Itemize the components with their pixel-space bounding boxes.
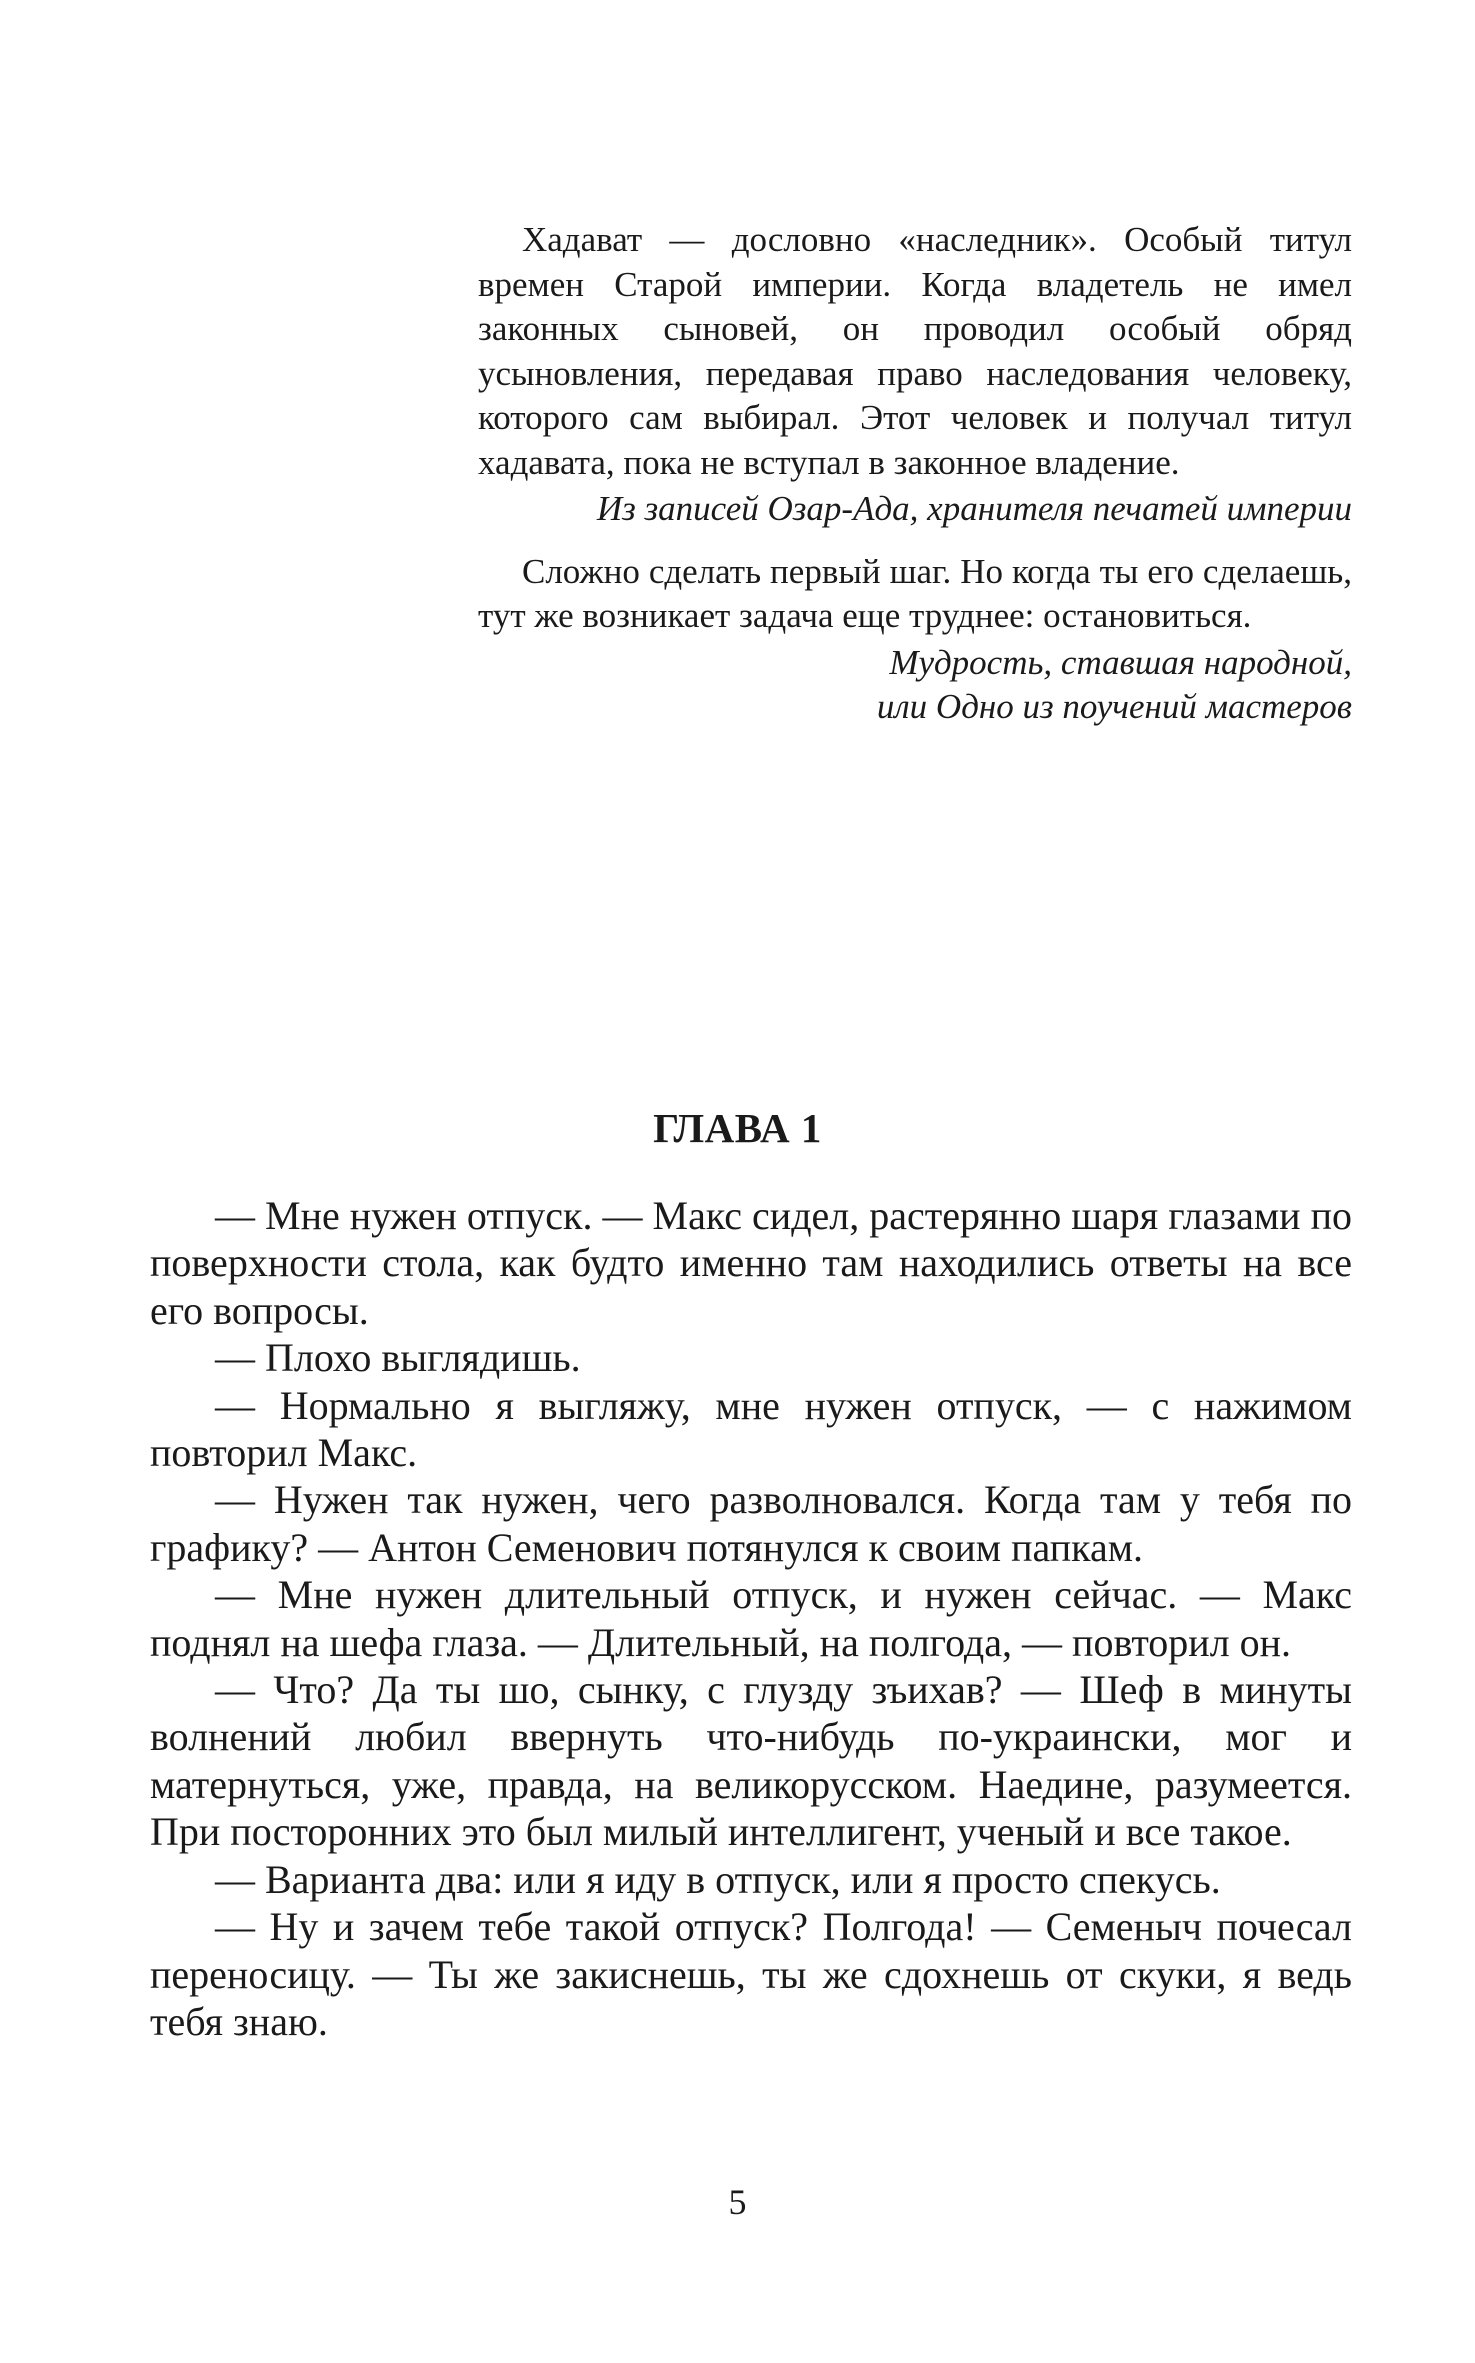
paragraph: — Нужен так нужен, чего разволновался. Когда там у тебя по графику? — Антон Семенович потянулся к своим папкам. — [150, 1477, 1352, 1570]
paragraph: — Плохо выглядишь. — [215, 1335, 581, 1381]
chapter-title: ГЛАВА 1 — [653, 1105, 822, 1151]
epigraph-1-source — [478, 487, 1352, 532]
epigraph-1-source-line: Из записей Озар-Ада, хранителя печатей империи — [596, 489, 1352, 528]
paragraph: — Ну и зачем тебе такой отпуск? Полгода! — Семеныч почесал переносицу. — Ты же закиснешь, ты же сдохнешь от скуки, я ведь тебя знаю. — [150, 1904, 1352, 2044]
epigraph-1-text: Хадават — дословно «наследник». Особый титул времен Старой империи. Когда владетель не имел законных сыновей, он проводил особый обряд усыновления, передавая право наследования человеку, которого сам выбирал. Этот человек и получал титул хадавата, пока не вступал в законное владение. — [478, 220, 1352, 482]
paragraph: — Мне нужен длительный отпуск, и нужен сейчас. — Макс поднял на шефа глаза. — Длительный, на полгода, — повторил он. — [150, 1572, 1352, 1665]
paragraph: — Мне нужен отпуск. — Макс сидел, растерянно шаря глазами по поверхности стола, как будто именно там находились ответы на все его вопросы. — [150, 1193, 1352, 1333]
paragraph: — Что? Да ты шо, сынку, с глузду зъихав? — Шеф в минуты волнений любил ввернуть что-нибудь по-украински, мог и матернуться, уже, правда, на великорусском. Наедине, разумеется. При посторонних это был милый интеллигент, ученый и все такое. — [150, 1667, 1352, 1855]
epigraph-2-source-line-1: Мудрость, ставшая народной, — [889, 642, 1352, 682]
paragraph: — Варианта два: или я иду в отпуск, или я просто спекусь. — [215, 1856, 1221, 1902]
epigraph-2-source-line-2: или Одно из поучений мастеров — [876, 687, 1352, 726]
paragraph: — Нормально я выгляжу, мне нужен отпуск, — с нажимом повторил Макс. — [150, 1382, 1352, 1476]
chapter-body — [150, 1192, 1352, 2045]
epigraph-spacer — [478, 532, 1352, 550]
epigraph-2-source — [478, 641, 1352, 730]
epigraph-2-text: Сложно сделать первый шаг. Но когда ты его сделаешь, тут же возникает задача еще труднее: остановиться. — [478, 551, 1352, 635]
page-number: 5 — [728, 2182, 747, 2222]
epigraphs — [478, 218, 1352, 730]
